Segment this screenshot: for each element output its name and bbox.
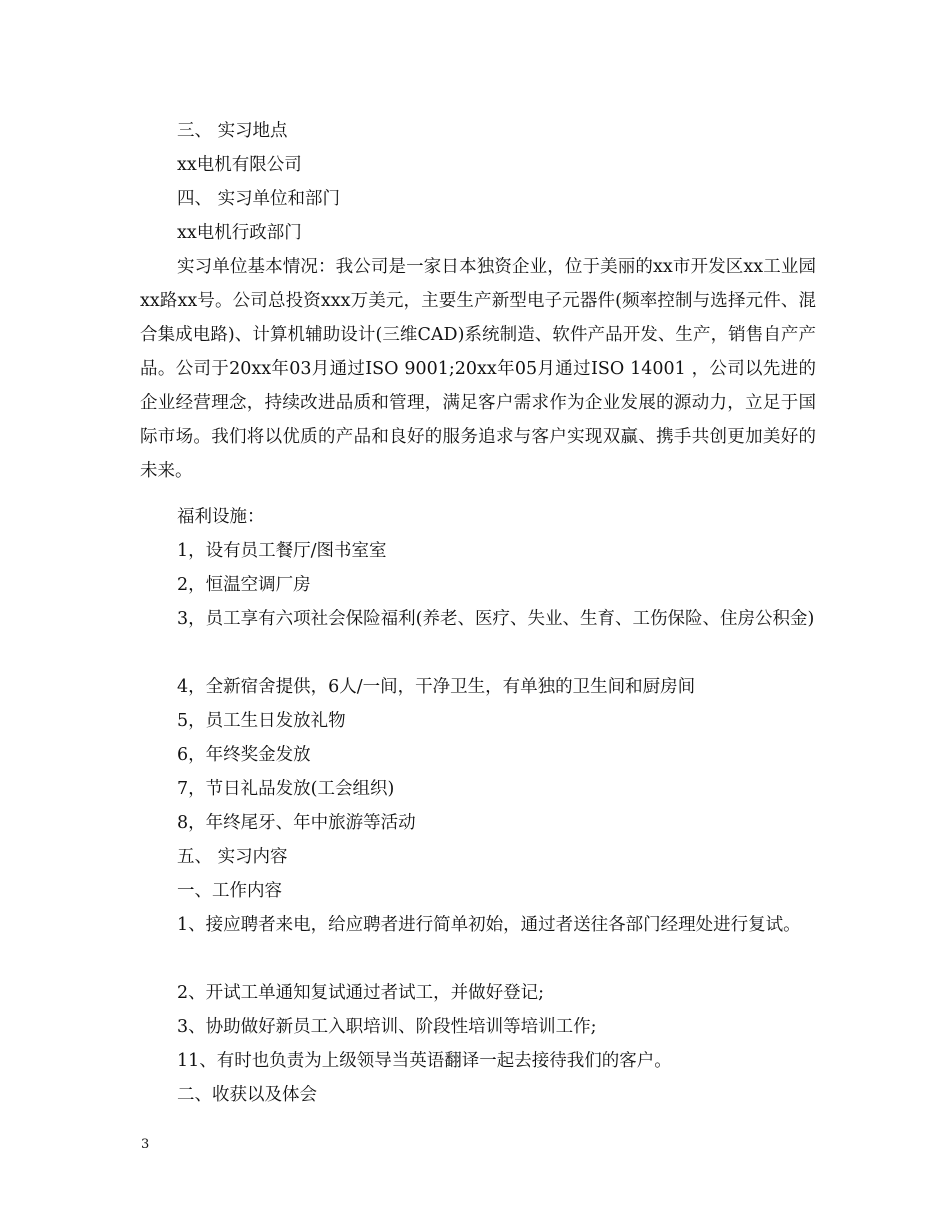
department-name: xx电机行政部门 <box>177 223 302 243</box>
company-name: xx电机有限公司 <box>177 155 302 175</box>
benefit-item: 2，恒温空调厂房 <box>177 575 311 595</box>
benefit-item: 3，员工享有六项社会保险福利(养老、医疗、失业、生育、工伤保险、住房公积金) <box>177 609 815 629</box>
section-heading-internship-location: 三、 实习地点 <box>177 121 288 141</box>
work-item: 3、协助做好新员工入职培训、阶段性培训等培训工作; <box>177 1017 597 1037</box>
page-number: 3 <box>141 1137 150 1152</box>
section-heading-internship-content: 五、 实习内容 <box>177 847 288 867</box>
benefit-item: 6，年终奖金发放 <box>177 745 311 765</box>
subsection-heading-gains: 二、收获以及体会 <box>177 1085 317 1105</box>
benefit-item: 5，员工生日发放礼物 <box>177 711 346 731</box>
work-item: 2、开试工单通知复试通过者试工，并做好登记; <box>177 983 545 1003</box>
section-heading-unit-department: 四、 实习单位和部门 <box>177 189 341 209</box>
company-overview-paragraph: 实习单位基本情况：我公司是一家日本独资企业，位于美丽的xx市开发区xx工业园xx路xx号。公司总投资xxx万美元，主要生产新型电子元器件(频率控制与选择元件、混合集成电路)、计算机辅助设计(三维CAD)系统制造、软件产品开发、生产，销售自产产品。公司于20xx年03月通过ISO 9001;20xx年05月通过ISO 14001 ，公司以先进的企业经营理念，持续改进品质和管理，满足客户需求作为企业发展的源动力，立足于国际市场。我们将以优质的产品和良好的服务追求与客户实现双赢、携手共创更加美好的未来。 <box>140 257 816 481</box>
subsection-heading-work-content: 一、工作内容 <box>177 881 282 901</box>
benefit-item: 8，年终尾牙、年中旅游等活动 <box>177 813 416 833</box>
benefit-item: 7，节日礼品发放(工会组织) <box>177 779 395 799</box>
work-item: 11、有时也负责为上级领导当英语翻译一起去接待我们的客户。 <box>177 1051 672 1071</box>
benefits-heading: 福利设施： <box>177 507 265 527</box>
benefit-item: 1，设有员工餐厅/图书室室 <box>177 541 387 561</box>
benefit-item: 4，全新宿舍提供，6人/一间，干净卫生，有单独的卫生间和厨房间 <box>177 677 696 697</box>
work-item: 1、接应聘者来电，给应聘者进行简单初始，通过者送往各部门经理处进行复试。 <box>177 915 801 935</box>
